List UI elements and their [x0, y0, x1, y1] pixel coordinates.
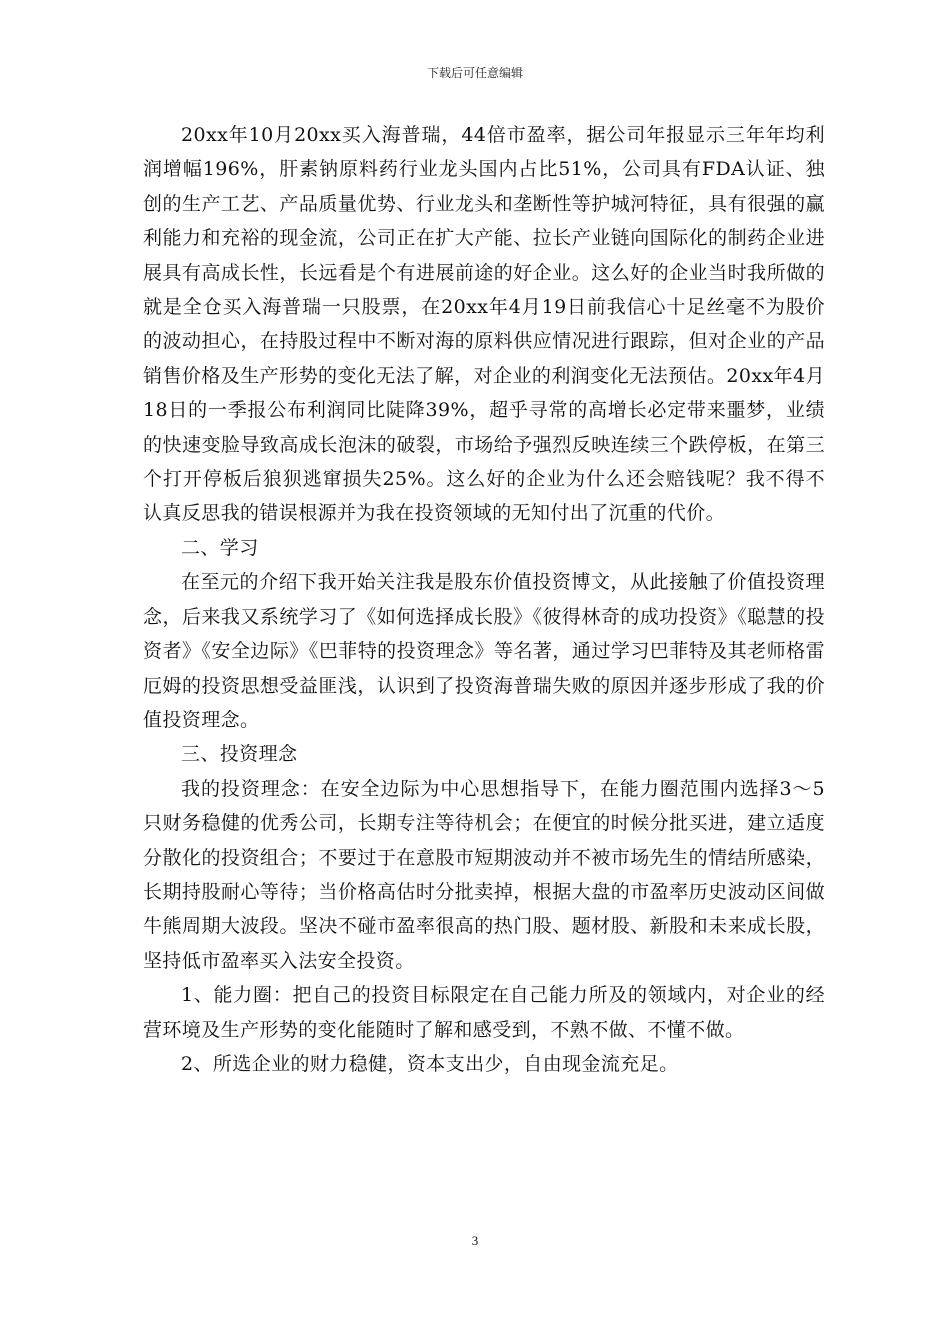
- document-body: [143, 118, 825, 1081]
- page-number: 3: [471, 1233, 479, 1248]
- paragraph-investment-philosophy: 我的投资理念：在安全边际为中心思想指导下，在能力圈范围内选择3～5只财务稳健的优秀公司，长期专注等待机会；在便宜的时候分批买进，建立适度分散化的投资组合；不要过于在意股市短期波动并不被市场先生的情结所感染，长期持股耐心等待；当价格高估时分批卖掉，根据大盘的市盈率历史波动区间做牛熊周期大波段。坚决不碰市盈率很高的热门股、题材股、新股和未来成长股，坚持低市盈率买入法安全投资。: [143, 777, 825, 972]
- header-note: 下载后可任意编辑: [426, 66, 523, 80]
- paragraph-study: 在至元的介绍下我开始关注我是股东价值投资博文，从此接触了价值投资理念，后来我又系统学习了《如何选择成长股》《彼得林奇的成功投资》《聪慧的投资者》《安全边际》《巴菲特的投资理念》等名著，通过学习巴菲特及其老师格雷厄姆的投资思想受益匪浅，认识到了投资海普瑞失败的原因并逐步形成了我的价值投资理念。: [143, 571, 825, 731]
- section-heading-investment-philosophy: 三、投资理念: [181, 743, 298, 766]
- paragraph-circle-of-competence: 1、能力圈：把自己的投资目标限定在自己能力所及的领域内，对企业的经营环境及生产形势的变化能随时了解和感受到，不熟不做、不懂不做。: [143, 984, 825, 1041]
- section-heading-study: 二、学习: [181, 536, 259, 559]
- paragraph-haipurui-case: 20xx年10月20xx买入海普瑞，44倍市盈率，据公司年报显示三年年均利润增幅196%，肝素钠原料药行业龙头国内占比51%，公司具有FDA认证、独创的生产工艺、产品质量优势、行业龙头和垄断性等护城河特征，具有很强的赢利能力和充裕的现金流，公司正在扩大产能、拉长产业链向国际化的制药企业进展具有高成长性，长远看是个有进展前途的好企业。这么好的企业当时我所做的就是全仓买入海普瑞一只股票，在20xx年4月19日前我信心十足丝毫不为股价的波动担心，在持股过程中不断对海的原料供应情况进行跟踪，但对企业的产品销售价格及生产形势的变化无法了解，对企业的利润变化无法预估。20xx年4月18日的一季报公布利润同比陡降39%，超乎寻常的高增长必定带来噩梦，业绩的快速变脸导致高成长泡沫的破裂，市场给予强烈反映连续三个跌停板，在第三个打开停板后狼狈逃窜损失25%。这么好的企业为什么还会赔钱呢？我不得不认真反思我的错误根源并为我在投资领域的无知付出了沉重的代价。: [143, 124, 825, 525]
- paragraph-financial-stability: 2、所选企业的财力稳健，资本支出少，自由现金流充足。: [181, 1052, 679, 1075]
